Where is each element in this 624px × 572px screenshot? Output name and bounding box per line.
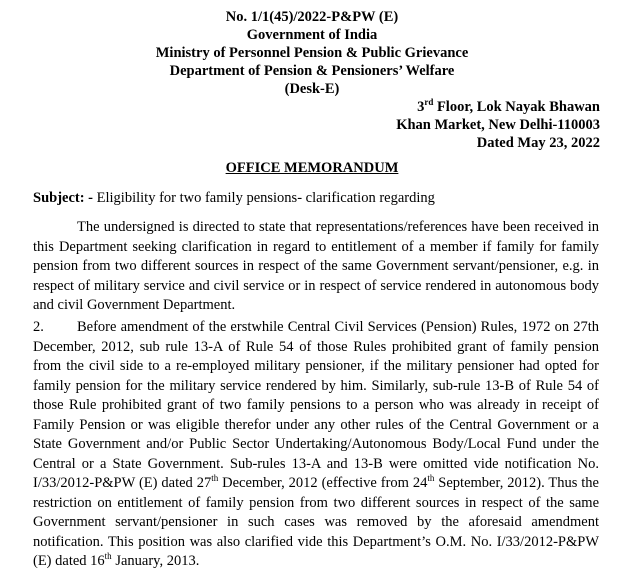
reference-number: No. 1/1(45)/2022-P&PW (E)	[225, 9, 399, 25]
paragraph-1	[33, 218, 599, 316]
subject-line	[33, 190, 435, 207]
address-locality: Khan Market, New Delhi-110003	[396, 117, 600, 133]
department-name: Department of Pension & Pensioners’ Welfare	[169, 63, 455, 79]
floor-building: Floor, Lok Nayak Bhawan	[433, 99, 600, 115]
paragraph-2	[33, 318, 599, 572]
floor-number: 3	[417, 99, 425, 115]
subject-text: Eligibility for two family pensions- clarification regarding	[93, 190, 435, 206]
ministry-name: Ministry of Personnel Pension & Public Grievance	[155, 45, 469, 61]
paragraph-2-text-a: Before amendment of the erstwhile Central Civil Services (Pension) Rules, 1972 on 27th December, 2012, sub rule 13-A of Rule 54 of those Rules prohibited grant of family pension from the civil side to a re-employed military pensioner, if the military pensioner had opted for family pension for the military service rendered by him. Similarly, sub-rule 13-B of Rule 54 of those Rule prohibited grant of two family pensions to a person who was already in receipt of Family Pension or was eligible therefor under any other rules of the Central Government or a State Government and/or Public Sector Undertaking/Autonomous Body/Local Fund under the Central or a State Government. Sub-rules 13-A and 13-B were omitted vide notification No. I/33/2012-P&PW (E) dated 27	[33, 319, 599, 491]
memo-title: OFFICE MEMORANDUM	[225, 160, 399, 176]
paragraph-2-number: 2.	[33, 319, 44, 335]
superscript-th-2: th	[427, 473, 435, 484]
superscript-th-1: th	[211, 473, 219, 484]
subject-label: Subject: -	[33, 190, 94, 206]
paragraph-2-text-c: September, 2012). Thus the restriction on entitlement of family pension from two different sources in respect of the same Government servant/pensioner in such cases was removed by the aforesaid amendment notification. This position was also clarified vide this Department’s O.M. No. I/33/2012-P&PW (E) dated 16	[33, 475, 599, 569]
floor-superscript: rd	[424, 97, 434, 108]
paragraph-1-text: The undersigned is directed to state that representations/references have been received in this Department seeking clarification in regard to entitlement of a member if family for family pension from two different sources in respect of the same Government servant/pensioner, e.g. in respect of military service and civil service or in respect of service rendered in autonomous body and civil Government Department.	[33, 219, 599, 313]
paragraph-2-text-d: January, 2013.	[111, 553, 200, 569]
desk-name: (Desk-E)	[284, 81, 340, 97]
memo-date: Dated May 23, 2022	[476, 135, 600, 151]
government-name: Government of India	[246, 27, 378, 43]
superscript-th-3: th	[104, 551, 112, 562]
address-floor	[417, 98, 600, 116]
paragraph-2-text-b: December, 2012 (effective from 24	[218, 475, 428, 491]
